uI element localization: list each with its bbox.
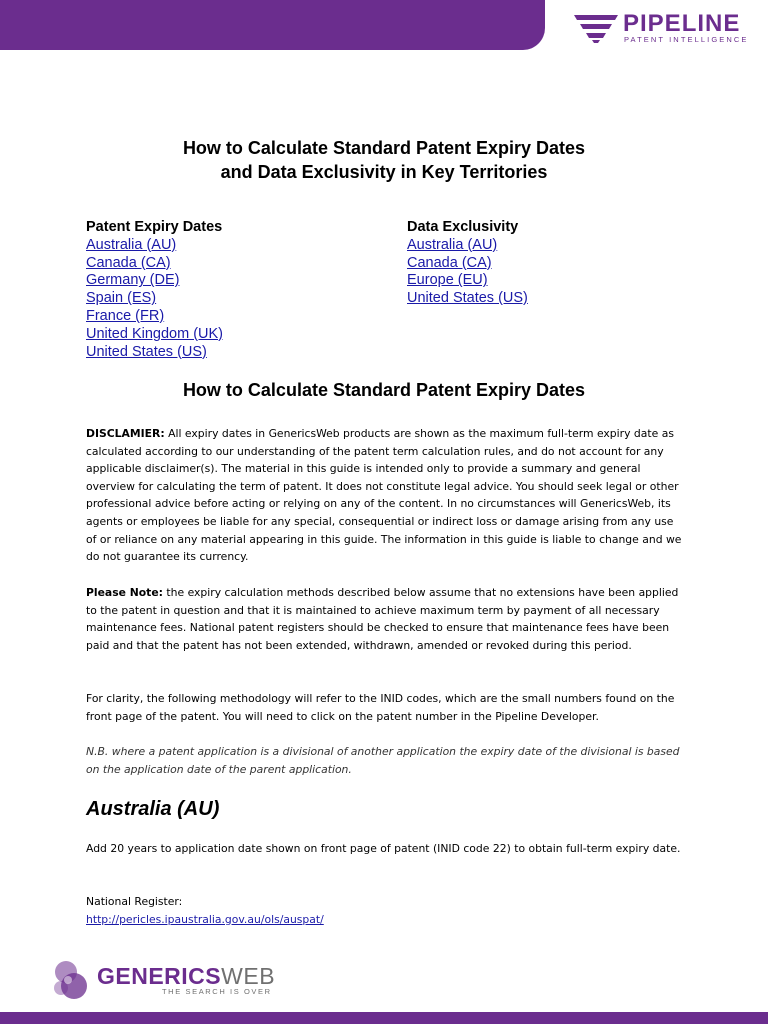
toc-patent-expiry-heading: Patent Expiry Dates: [86, 219, 223, 235]
note-label: Please Note:: [86, 586, 163, 599]
footer-bar: [0, 1012, 768, 1024]
register-label: National Register:: [86, 895, 183, 908]
australia-heading: Australia (AU): [86, 798, 220, 820]
genericsweb-logo-icon: [52, 958, 96, 1002]
toc-link-patent-ca[interactable]: Canada (CA): [86, 254, 171, 271]
disclaimer-text: All expiry dates in GenericsWeb products are shown as the maximum full-term expiry date as calculated according to our understanding of the patent term calculation rules, and do not account for any applicable disclaimer(s). The material in this guide is intended only to provide a summary and general overview for calculating the term of patent. It does not constitute legal advice. You should seek legal or other professional advice before acting or relying on any of the content. In no circumstances will GenericsWeb, its agents or employees be liable for any special, consequential or indirect loss or damage arising from any use of or reliance on any material appearing in this guide. The information in this guide is liable to change and we do not guarantee its currency.: [86, 427, 682, 564]
genericsweb-brand-part1: GENERICS: [97, 963, 222, 989]
toc-link-patent-fr[interactable]: France (FR): [86, 307, 165, 324]
header-bar: [0, 0, 545, 50]
genericsweb-brand-part2: WEB: [221, 963, 276, 989]
toc-link-patent-us[interactable]: United States (US): [86, 343, 207, 360]
toc-link-exclusivity-us[interactable]: United States (US): [407, 290, 528, 307]
note-paragraph: [86, 584, 686, 654]
register-link[interactable]: http://pericles.ipaustralia.gov.au/ols/auspat/: [86, 912, 324, 926]
australia-paragraph: Add 20 years to application date shown on front page of patent (INID code 22) to obtain full-term expiry date.: [86, 842, 681, 855]
section-heading: How to Calculate Standard Patent Expiry Dates: [182, 380, 586, 400]
pipeline-logo: [574, 10, 760, 44]
note-text: the expiry calculation methods described below assume that no extensions have been applied to the patent in question and that it is maintained to achieve maximum term by payment of all necessary maintenance fees. National patent registers should be checked to ensure that maintenance fees have been paid and that the patent has not been extended, withdrawn, amended or revoked during this period.: [86, 586, 679, 652]
pipeline-logo-icon: [574, 15, 618, 43]
document-title-line-2: and Data Exclusivity in Key Territories: [220, 162, 548, 182]
disclaimer-label: DISCLAMIER:: [86, 427, 165, 440]
toc-patent-expiry: [86, 219, 223, 361]
toc-link-patent-au[interactable]: Australia (AU): [86, 236, 177, 253]
clarity-paragraph: For clarity, the following methodology will refer to the INID codes, which are the small numbers found on the front page of the patent. You will need to click on the patent number in the Pipeline Developer.: [86, 692, 675, 723]
toc-link-patent-de[interactable]: Germany (DE): [86, 272, 180, 289]
toc-link-patent-uk[interactable]: United Kingdom (UK): [86, 325, 223, 342]
pipeline-brand-tagline: PATENT INTELLIGENCE: [624, 35, 749, 44]
australia-register: [86, 893, 686, 928]
toc-data-exclusivity-heading: Data Exclusivity: [407, 219, 519, 235]
disclaimer-paragraph: [86, 425, 686, 566]
document-title-line-1: How to Calculate Standard Patent Expiry Dates: [182, 138, 586, 158]
toc-link-exclusivity-ca[interactable]: Canada (CA): [407, 254, 492, 271]
genericsweb-brand-name: [97, 964, 275, 988]
toc-link-exclusivity-eu[interactable]: Europe (EU): [407, 272, 488, 289]
genericsweb-tagline: THE SEARCH IS OVER: [162, 987, 272, 996]
pipeline-brand-name: PIPELINE: [623, 10, 741, 37]
divisional-note-paragraph: N.B. where a patent application is a divisional of another application the expiry date of the divisional is based on the application date of the parent application.: [86, 745, 680, 776]
toc-link-exclusivity-au[interactable]: Australia (AU): [407, 236, 498, 253]
toc-link-patent-es[interactable]: Spain (ES): [86, 290, 157, 307]
genericsweb-logo: [52, 958, 292, 1004]
toc-data-exclusivity: [407, 219, 528, 308]
